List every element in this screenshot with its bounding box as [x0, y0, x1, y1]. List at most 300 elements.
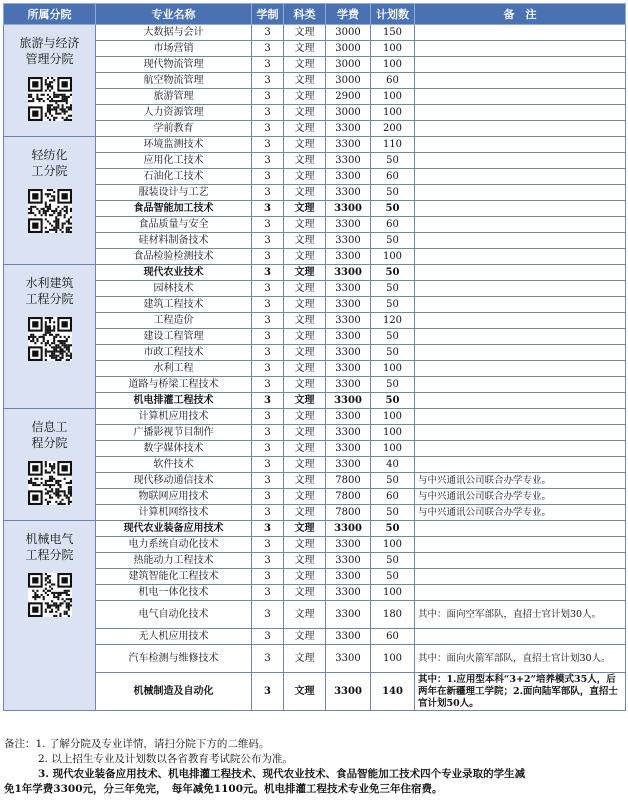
- years-cell: 3: [252, 153, 284, 169]
- remark-cell: [415, 153, 626, 169]
- major-name-cell: 现代农业技术: [96, 265, 252, 281]
- major-name-cell: 机械制造及自动化: [96, 673, 252, 711]
- remark-cell: 与中兴通讯公司联合办学专业。: [415, 473, 626, 489]
- category-cell: 文理: [284, 553, 326, 569]
- footnotes: [4, 737, 624, 797]
- plan-cell: 50: [371, 329, 415, 345]
- plan-cell: 60: [371, 489, 415, 505]
- remark-cell: [415, 361, 626, 377]
- years-cell: 3: [252, 137, 284, 153]
- header-remark: 备 注: [415, 4, 626, 25]
- table-row: [4, 297, 626, 313]
- table-row: [4, 25, 626, 41]
- category-cell: 文理: [284, 217, 326, 233]
- years-cell: 3: [252, 569, 284, 585]
- table-row: [4, 137, 626, 153]
- years-cell: 3: [252, 41, 284, 57]
- fee-cell: 3300: [326, 313, 371, 329]
- years-cell: 3: [252, 201, 284, 217]
- qr-code-icon: [28, 461, 72, 505]
- department-name-line2: 管理分院: [25, 52, 74, 66]
- category-cell: 文理: [284, 89, 326, 105]
- remark-cell: [415, 185, 626, 201]
- department-cell: [4, 521, 96, 711]
- plan-cell: 110: [371, 137, 415, 153]
- header-major: 专业名称: [96, 4, 252, 25]
- header-category: 科类: [284, 4, 326, 25]
- department-name: [6, 531, 93, 563]
- plan-cell: 50: [371, 265, 415, 281]
- fee-cell: 3000: [326, 105, 371, 121]
- remark-cell: [415, 441, 626, 457]
- major-name-cell: 服装设计与工艺: [96, 185, 252, 201]
- fee-cell: 3300: [326, 249, 371, 265]
- table-row: [4, 121, 626, 137]
- category-cell: 文理: [284, 169, 326, 185]
- department-name-line2: 工程分院: [25, 292, 74, 306]
- table-row: [4, 553, 626, 569]
- major-name-cell: 计算机应用技术: [96, 409, 252, 425]
- remark-cell: [415, 57, 626, 73]
- table-row: [4, 169, 626, 185]
- major-name-cell: 机电一体化技术: [96, 585, 252, 601]
- table-row: [4, 265, 626, 281]
- table-row: [4, 505, 626, 521]
- remark-cell: 其中：1.应用型本科“3+2”培养模式35人，后两年在新疆理工学院；2.面向陆军部队，直招士官计划50人。: [415, 673, 626, 711]
- table-row: [4, 645, 626, 673]
- plan-cell: 50: [371, 393, 415, 409]
- table-row: [4, 217, 626, 233]
- years-cell: 3: [252, 105, 284, 121]
- plan-cell: 40: [371, 457, 415, 473]
- years-cell: 3: [252, 645, 284, 673]
- major-name-cell: 食品智能加工技术: [96, 201, 252, 217]
- fee-cell: 3300: [326, 457, 371, 473]
- department-cell: [4, 265, 96, 409]
- plan-cell: 50: [371, 297, 415, 313]
- fee-cell: 3300: [326, 153, 371, 169]
- plan-cell: 50: [371, 345, 415, 361]
- fee-cell: 3300: [326, 345, 371, 361]
- fee-cell: 3300: [326, 201, 371, 217]
- table-row: [4, 281, 626, 297]
- years-cell: 3: [252, 473, 284, 489]
- category-cell: 文理: [284, 105, 326, 121]
- major-name-cell: 建筑智能化工程技术: [96, 569, 252, 585]
- years-cell: 3: [252, 313, 284, 329]
- remark-cell: [415, 105, 626, 121]
- fee-cell: 3300: [326, 645, 371, 673]
- fee-cell: 3000: [326, 25, 371, 41]
- category-cell: 文理: [284, 505, 326, 521]
- plan-cell: 100: [371, 57, 415, 73]
- major-name-cell: 工程造价: [96, 313, 252, 329]
- category-cell: 文理: [284, 73, 326, 89]
- plan-cell: 50: [371, 153, 415, 169]
- years-cell: 3: [252, 233, 284, 249]
- major-name-cell: 广播影视节目制作: [96, 425, 252, 441]
- fee-cell: 3300: [326, 409, 371, 425]
- major-name-cell: 建设工程管理: [96, 329, 252, 345]
- qr-code-icon: [28, 573, 72, 617]
- fee-cell: 3300: [326, 233, 371, 249]
- remark-cell: [415, 629, 626, 645]
- major-name-cell: 计算机网络技术: [96, 505, 252, 521]
- category-cell: 文理: [284, 585, 326, 601]
- plan-cell: 180: [371, 601, 415, 629]
- category-cell: 文理: [284, 233, 326, 249]
- department-name: [6, 419, 93, 451]
- table-row: [4, 457, 626, 473]
- remark-cell: [415, 281, 626, 297]
- table-row: [4, 329, 626, 345]
- table-row: [4, 201, 626, 217]
- fee-cell: 3300: [326, 297, 371, 313]
- fee-cell: 3300: [326, 673, 371, 711]
- major-name-cell: 应用化工技术: [96, 153, 252, 169]
- fee-cell: 3300: [326, 393, 371, 409]
- fee-cell: 7800: [326, 489, 371, 505]
- remark-cell: [415, 201, 626, 217]
- major-name-cell: 航空物流管理: [96, 73, 252, 89]
- major-name-cell: 机电排灌工程技术: [96, 393, 252, 409]
- table-row: [4, 41, 626, 57]
- years-cell: 3: [252, 585, 284, 601]
- major-name-cell: 物联网应用技术: [96, 489, 252, 505]
- years-cell: 3: [252, 629, 284, 645]
- header-row: [4, 4, 626, 25]
- fee-cell: 7800: [326, 505, 371, 521]
- table-row: [4, 233, 626, 249]
- header-years: 学制: [252, 4, 284, 25]
- category-cell: 文理: [284, 377, 326, 393]
- fee-cell: 3300: [326, 169, 371, 185]
- remark-cell: [415, 569, 626, 585]
- category-cell: 文理: [284, 361, 326, 377]
- plan-cell: 50: [371, 201, 415, 217]
- enrollment-table-sheet: [3, 3, 625, 711]
- plan-cell: 50: [371, 505, 415, 521]
- fee-cell: 3300: [326, 585, 371, 601]
- major-name-cell: 电气自动化技术: [96, 601, 252, 629]
- table-row: [4, 537, 626, 553]
- years-cell: 3: [252, 553, 284, 569]
- department-cell: [4, 25, 96, 137]
- remark-cell: [415, 121, 626, 137]
- major-name-cell: 硅材料制备技术: [96, 233, 252, 249]
- table-row: [4, 57, 626, 73]
- fee-cell: 3300: [326, 329, 371, 345]
- enrollment-table: [3, 3, 626, 711]
- plan-cell: 50: [371, 569, 415, 585]
- table-row: [4, 361, 626, 377]
- category-cell: 文理: [284, 393, 326, 409]
- category-cell: 文理: [284, 265, 326, 281]
- fee-cell: 3300: [326, 217, 371, 233]
- table-row: [4, 89, 626, 105]
- table-row: [4, 377, 626, 393]
- table-row: [4, 185, 626, 201]
- major-name-cell: 建筑工程技术: [96, 297, 252, 313]
- table-row: [4, 345, 626, 361]
- years-cell: 3: [252, 457, 284, 473]
- department-name-line2: 工程分院: [25, 548, 74, 562]
- table-row: [4, 569, 626, 585]
- table-row: [4, 473, 626, 489]
- category-cell: 文理: [284, 521, 326, 537]
- plan-cell: 100: [371, 361, 415, 377]
- fee-cell: 3300: [326, 569, 371, 585]
- years-cell: 3: [252, 441, 284, 457]
- department-name-line1: 水利建筑: [25, 276, 74, 290]
- category-cell: 文理: [284, 473, 326, 489]
- category-cell: 文理: [284, 57, 326, 73]
- major-name-cell: 水利工程: [96, 361, 252, 377]
- plan-cell: 50: [371, 473, 415, 489]
- department-name: [6, 275, 93, 307]
- header-plan: 计划数: [371, 4, 415, 25]
- department-name-line1: 轻纺化: [31, 148, 68, 162]
- category-cell: 文理: [284, 645, 326, 673]
- major-name-cell: 食品检验检测技术: [96, 249, 252, 265]
- plan-cell: 60: [371, 217, 415, 233]
- category-cell: 文理: [284, 601, 326, 629]
- department-name: [6, 35, 93, 67]
- remark-cell: [415, 233, 626, 249]
- years-cell: 3: [252, 505, 284, 521]
- qr-code-icon: [28, 189, 72, 233]
- department-name-line1: 旅游与经济: [19, 36, 80, 50]
- category-cell: 文理: [284, 345, 326, 361]
- plan-cell: 50: [371, 281, 415, 297]
- major-name-cell: 食品质量与安全: [96, 217, 252, 233]
- remark-cell: [415, 425, 626, 441]
- remark-cell: 与中兴通讯公司联合办学专业。: [415, 505, 626, 521]
- remark-cell: 与中兴通讯公司联合办学专业。: [415, 489, 626, 505]
- plan-cell: 100: [371, 441, 415, 457]
- plan-cell: 100: [371, 41, 415, 57]
- remark-cell: [415, 329, 626, 345]
- plan-cell: 100: [371, 105, 415, 121]
- footnote-3: 3. 现代农业装备应用技术、机电排灌工程技术、现代农业技术、食品智能加工技术四个专业录取的学生减: [38, 768, 526, 780]
- remark-cell: [415, 521, 626, 537]
- footnote-2: 2. 以上招生专业及计划数以各省教育考试院公布为准。: [38, 753, 293, 765]
- plan-cell: 100: [371, 249, 415, 265]
- major-name-cell: 道路与桥梁工程技术: [96, 377, 252, 393]
- remark-cell: [415, 89, 626, 105]
- category-cell: 文理: [284, 673, 326, 711]
- fee-cell: 3000: [326, 57, 371, 73]
- plan-cell: 100: [371, 425, 415, 441]
- remark-cell: [415, 73, 626, 89]
- table-row: [4, 249, 626, 265]
- category-cell: 文理: [284, 201, 326, 217]
- fee-cell: 3300: [326, 601, 371, 629]
- years-cell: 3: [252, 169, 284, 185]
- major-name-cell: 市场营销: [96, 41, 252, 57]
- remark-cell: [415, 265, 626, 281]
- qr-code-icon: [28, 77, 72, 121]
- remark-cell: [415, 345, 626, 361]
- header-fee: 学费: [326, 4, 371, 25]
- category-cell: 文理: [284, 41, 326, 57]
- category-cell: 文理: [284, 313, 326, 329]
- header-dept: 所属分院: [4, 4, 96, 25]
- fee-cell: 3300: [326, 361, 371, 377]
- fee-cell: 3300: [326, 281, 371, 297]
- table-row: [4, 629, 626, 645]
- fee-cell: 3300: [326, 425, 371, 441]
- plan-cell: 100: [371, 409, 415, 425]
- plan-cell: 60: [371, 629, 415, 645]
- years-cell: 3: [252, 361, 284, 377]
- remark-cell: [415, 457, 626, 473]
- fee-cell: 2900: [326, 89, 371, 105]
- department-name: [6, 147, 93, 179]
- major-name-cell: 现代移动通信技术: [96, 473, 252, 489]
- fee-cell: 3300: [326, 553, 371, 569]
- years-cell: 3: [252, 57, 284, 73]
- plan-cell: 140: [371, 673, 415, 711]
- category-cell: 文理: [284, 249, 326, 265]
- remark-cell: [415, 297, 626, 313]
- fee-cell: 3300: [326, 521, 371, 537]
- major-name-cell: 学前教育: [96, 121, 252, 137]
- remark-cell: [415, 249, 626, 265]
- department-name-line2: 程分院: [31, 436, 68, 450]
- years-cell: 3: [252, 601, 284, 629]
- plan-cell: 100: [371, 537, 415, 553]
- remark-cell: [415, 393, 626, 409]
- footnote-1: 备注：1. 了解分院及专业详情，请扫分院下方的二维码。: [4, 738, 270, 750]
- table-row: [4, 673, 626, 711]
- years-cell: 3: [252, 281, 284, 297]
- department-name-line2: 工分院: [31, 164, 68, 178]
- major-name-cell: 园林技术: [96, 281, 252, 297]
- remark-cell: [415, 137, 626, 153]
- category-cell: 文理: [284, 441, 326, 457]
- major-name-cell: 软件技术: [96, 457, 252, 473]
- years-cell: 3: [252, 393, 284, 409]
- fee-cell: 3300: [326, 377, 371, 393]
- years-cell: 3: [252, 121, 284, 137]
- years-cell: 3: [252, 185, 284, 201]
- years-cell: 3: [252, 89, 284, 105]
- plan-cell: 100: [371, 645, 415, 673]
- years-cell: 3: [252, 489, 284, 505]
- years-cell: 3: [252, 249, 284, 265]
- plan-cell: 50: [371, 233, 415, 249]
- table-row: [4, 393, 626, 409]
- category-cell: 文理: [284, 297, 326, 313]
- remark-cell: 其中：面向空军部队，直招士官计划30人。: [415, 601, 626, 629]
- fee-cell: 3000: [326, 73, 371, 89]
- years-cell: 3: [252, 425, 284, 441]
- plan-cell: 50: [371, 521, 415, 537]
- years-cell: 3: [252, 217, 284, 233]
- remark-cell: 其中：面向火箭军部队，直招士官计划30人。: [415, 645, 626, 673]
- remark-cell: [415, 25, 626, 41]
- fee-cell: 3300: [326, 265, 371, 281]
- footnote-4: 免1年学费3300元，分三年免完， 每年减免1100元。机电排灌工程技术专业免三年住宿费。: [4, 783, 443, 795]
- years-cell: 3: [252, 73, 284, 89]
- category-cell: 文理: [284, 137, 326, 153]
- fee-cell: 3300: [326, 137, 371, 153]
- table-row: [4, 73, 626, 89]
- major-name-cell: 石油化工技术: [96, 169, 252, 185]
- years-cell: 3: [252, 25, 284, 41]
- plan-cell: 60: [371, 169, 415, 185]
- major-name-cell: 大数据与会计: [96, 25, 252, 41]
- table-row: [4, 601, 626, 629]
- category-cell: 文理: [284, 569, 326, 585]
- years-cell: 3: [252, 409, 284, 425]
- category-cell: 文理: [284, 329, 326, 345]
- years-cell: 3: [252, 521, 284, 537]
- category-cell: 文理: [284, 153, 326, 169]
- category-cell: 文理: [284, 409, 326, 425]
- major-name-cell: 人力资源管理: [96, 105, 252, 121]
- department-cell: [4, 137, 96, 265]
- plan-cell: 100: [371, 89, 415, 105]
- years-cell: 3: [252, 377, 284, 393]
- table-row: [4, 425, 626, 441]
- years-cell: 3: [252, 297, 284, 313]
- plan-cell: 200: [371, 121, 415, 137]
- years-cell: 3: [252, 329, 284, 345]
- remark-cell: [415, 537, 626, 553]
- table-row: [4, 105, 626, 121]
- fee-cell: 3300: [326, 185, 371, 201]
- category-cell: 文理: [284, 25, 326, 41]
- major-name-cell: 现代物流管理: [96, 57, 252, 73]
- fee-cell: 3300: [326, 121, 371, 137]
- major-name-cell: 环境监测技术: [96, 137, 252, 153]
- fee-cell: 3300: [326, 441, 371, 457]
- plan-cell: 50: [371, 553, 415, 569]
- fee-cell: 3300: [326, 537, 371, 553]
- remark-cell: [415, 585, 626, 601]
- years-cell: 3: [252, 673, 284, 711]
- remark-cell: [415, 553, 626, 569]
- plan-cell: 60: [371, 73, 415, 89]
- major-name-cell: 热能动力工程技术: [96, 553, 252, 569]
- department-cell: [4, 409, 96, 521]
- category-cell: 文理: [284, 185, 326, 201]
- remark-cell: [415, 377, 626, 393]
- remark-cell: [415, 169, 626, 185]
- table-body: [4, 25, 626, 711]
- category-cell: 文理: [284, 457, 326, 473]
- table-row: [4, 441, 626, 457]
- major-name-cell: 旅游管理: [96, 89, 252, 105]
- major-name-cell: 电力系统自动化技术: [96, 537, 252, 553]
- major-name-cell: 现代农业装备应用技术: [96, 521, 252, 537]
- years-cell: 3: [252, 345, 284, 361]
- table-row: [4, 153, 626, 169]
- qr-code-icon: [28, 317, 72, 361]
- years-cell: 3: [252, 265, 284, 281]
- table-row: [4, 489, 626, 505]
- table-row: [4, 585, 626, 601]
- fee-cell: 7800: [326, 473, 371, 489]
- table-row: [4, 521, 626, 537]
- category-cell: 文理: [284, 537, 326, 553]
- remark-cell: [415, 409, 626, 425]
- remark-cell: [415, 313, 626, 329]
- plan-cell: 150: [371, 25, 415, 41]
- table-row: [4, 313, 626, 329]
